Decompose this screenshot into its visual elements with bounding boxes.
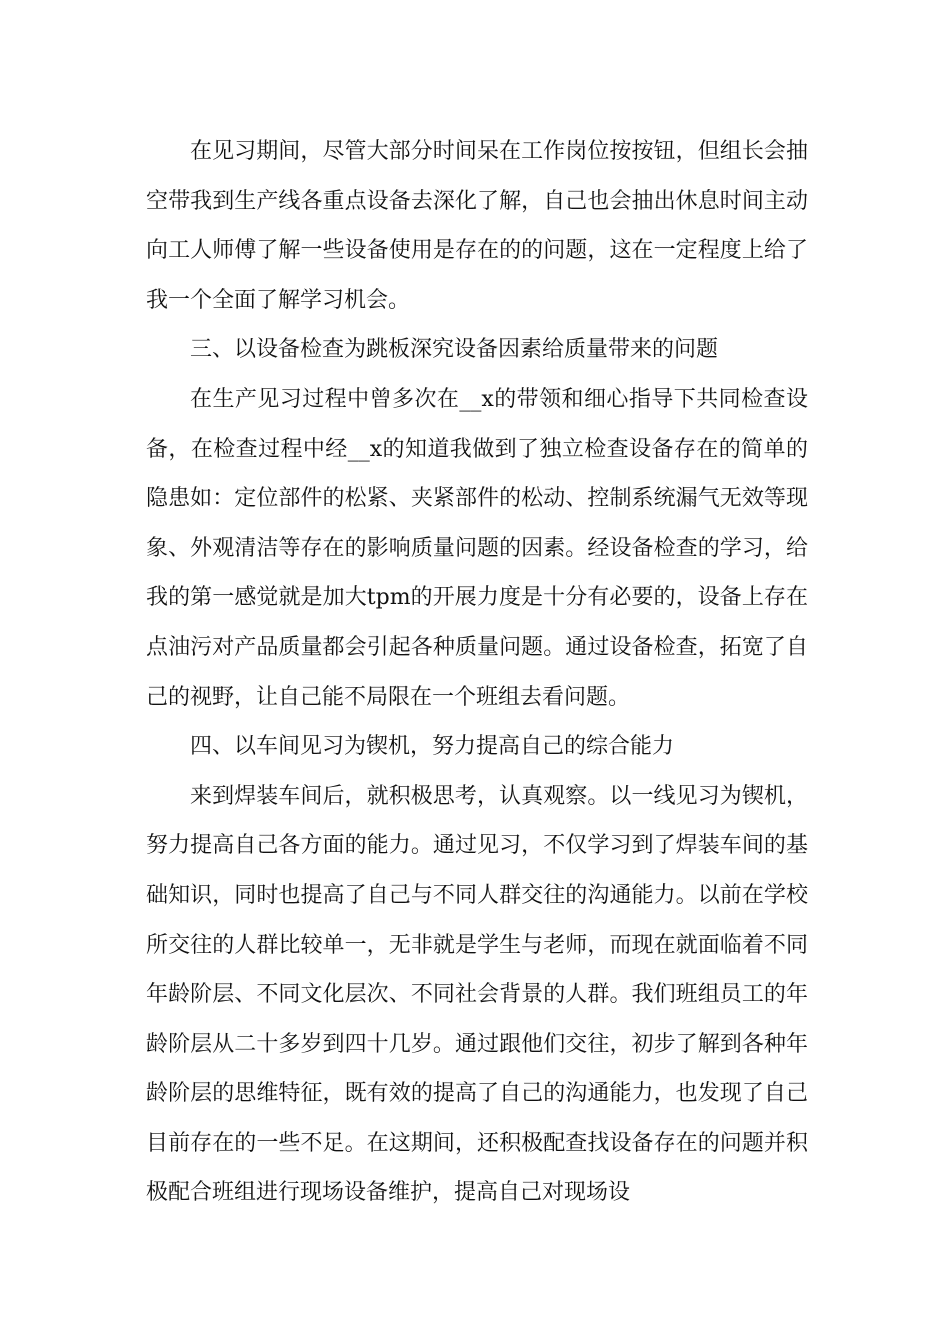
paragraph-workshop-internship: 来到焊装车间后，就积极思考，认真观察。以一线见习为锲机，努力提高自己各方面的能力。通过见习，不仅学习到了焊装车间的基础知识，同时也提高了自己与不同人群交往的沟通能力。以前在学校所交往的人群比较单一，无非就是学生与老师，而现在就面临着不同年龄阶层、不同文化层次、不同社会背景的人群。我们班组员工的年龄阶层从二十多岁到四十几岁。通过跟他们交往，初步了解到各种年龄阶层的思维特征，既有效的提高了自己的沟通能力，也发现了自己目前存在的一些不足。在这期间，还积极配查找设备存在的问题并积极配合班组进行现场设备维护，提高自己对现场设 <box>146 783 808 1206</box>
section-heading-equipment-inspection: 三、以设备检查为跳板深究设备因素给质量带来的问题 <box>190 337 719 363</box>
paragraph-equipment-inspection: 在生产见习过程中曾多次在__x的带领和细心指导下共同检查设备，在检查过程中经__x的知道我做到了独立检查设备存在的简单的隐患如：定位部件的松紧、夹紧部件的松动、控制系统漏气无效等现象、外观清洁等存在的影响质量问题的因素。经设备检查的学习，给我的第一感觉就是加大tpm的开展力度是十分有必要的，设备上存在点油污对产品质量都会引起各种质量问题。通过设备检查，拓宽了自己的视野，让自己能不局限在一个班组去看问题。 <box>146 386 808 710</box>
document-body <box>146 127 808 1218</box>
paragraph-internship-overview: 在见习期间，尽管大部分时间呆在工作岗位按按钮，但组长会抽空带我到生产线各重点设备去深化了解，自己也会抽出休息时间主动向工人师傅了解一些设备使用是存在的的问题，这在一定程度上给了我一个全面了解学习机会。 <box>146 139 808 313</box>
section-heading-workshop-internship: 四、以车间见习为锲机，努力提高自己的综合能力 <box>190 734 675 760</box>
